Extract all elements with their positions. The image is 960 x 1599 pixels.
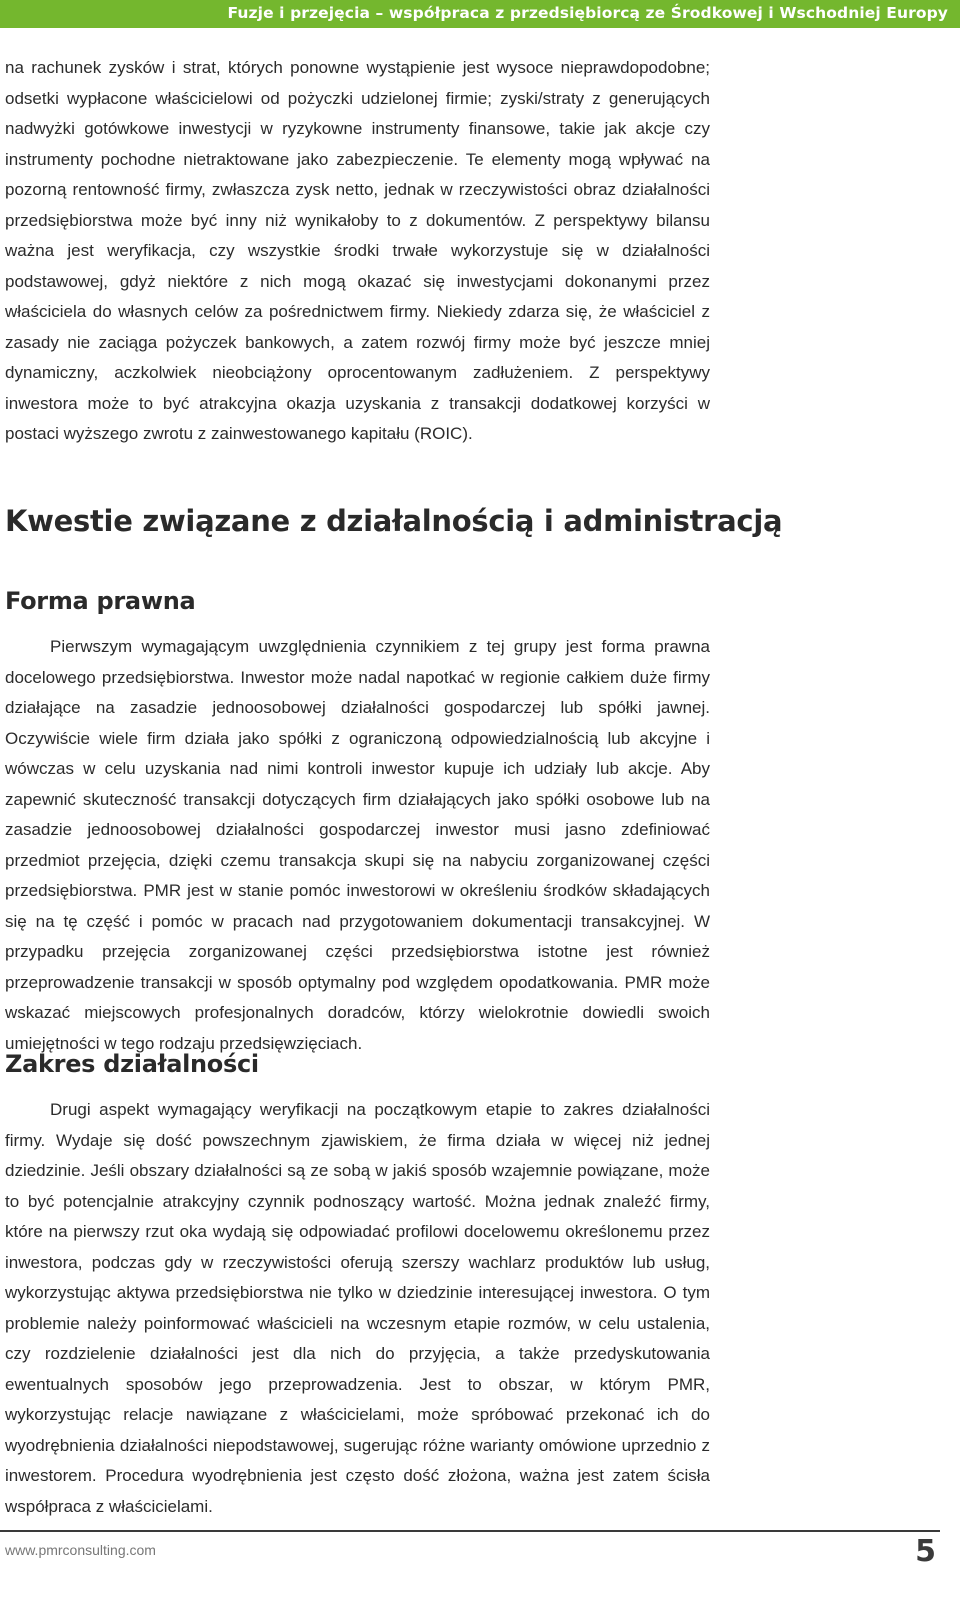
footer-divider bbox=[0, 1530, 940, 1532]
page-number: 5 bbox=[915, 1534, 936, 1569]
section-heading: Kwestie związane z działalnością i administracją bbox=[5, 504, 783, 538]
footer-url: www.pmrconsulting.com bbox=[5, 1542, 156, 1558]
intro-paragraph: na rachunek zysków i strat, których ponowne wystąpienie jest wysoce nieprawdopodobne; odsetki wypłacone właścicielowi od pożyczki udzielonej firmie; zyski/straty z generujących nadwyżki gotówkowe inwestycji w ryzykowne instrumenty finansowe, takie jak akcje czy instrumenty pochodne nietraktowane jako zabezpieczenie. Te elementy mogą wpływać na pozorną rentowność firmy, zwłaszcza zysk netto, jednak w rzeczywistości obraz działalności przedsiębiorstwa może być inny niż wynikałoby to z dokumentów. Z perspektywy bilansu ważna jest weryfikacja, czy wszystkie środki trwałe wykorzystuje się w działalności podstawowej, gdyż niektóre z nich mogą okazać się inwestycjami dokonanymi przez właściciela do własnych celów za pośrednictwem firmy. Niekiedy zdarza się, że właściciel z zasady nie zaciąga pożyczek bankowych, a zatem rozwój firmy może być jeszcze mniej dynamiczny, aczkolwiek nieobciążony oprocentowanym zadłużeniem. Z perspektywy inwestora może to być atrakcyjna okazja uzyskania z transakcji dodatkowej korzyści w postaci wyższego zwrotu z zainwestowanego kapitału (ROIC). bbox=[5, 58, 710, 443]
legal-form-paragraph: Pierwszym wymagającym uwzględnienia czynnikiem z tej grupy jest forma prawna docelowego przedsiębiorstwa. Inwestor może nadal napotkać w regionie całkiem duże firmy działające na zasadzie jednoosobowej działalności gospodarczej lub spółki jawnej. Oczywiście wiele firm działa jako spółki z ograniczoną odpowiedzialnością lub akcyjne i wówczas w celu uzyskania nad nimi kontroli inwestor kupuje ich udziały lub akcje. Aby zapewnić skuteczność transakcji dotyczących firm działających jako spółki osobowe lub na zasadzie jednoosobowej działalności gospodarczej inwestor musi jasno zdefiniować przedmiot przejęcia, dzięki czemu transakcja skupi się na nabyciu zorganizowanej części przedsiębiorstwa. PMR jest w stanie pomóc inwestorowi w określeniu środków składających się na tę część i pomóc w pracach nad przygotowaniem dokumentacji transakcyjnej. W przypadku przejęcia zorganizowanej części przedsiębiorstwa istotne jest również przeprowadzenie transakcji w sposób optymalny pod względem opodatkowania. PMR może wskazać miejscowych profesjonalnych doradców, którzy wielokrotnie dowiedli swoich umiejętności w tego rodzaju przedsięwzięciach. bbox=[5, 637, 710, 1053]
scope-paragraph: Drugi aspekt wymagający weryfikacji na początkowym etapie to zakres działalności firmy. Wydaje się dość powszechnym zjawiskiem, że firma działa w więcej niż jednej dziedzinie. Jeśli obszary działalności są ze sobą w jakiś sposób wzajemnie powiązane, może to być potencjalnie atrakcyjny czynnik podnoszący wartość. Można jednak znaleźć firmy, które na pierwszy rzut oka wydają się odpowiadać profilowi docelowemu określonemu przez inwestora, podczas gdy w rzeczywistości oferują szerszy wachlarz produktów lub usług, wykorzystując aktywa przedsiębiorstwa nie tylko w dziedzinie interesującej inwestora. O tym problemie należy poinformować właścicieli na wczesnym etapie rozmów, w celu ustalenia, czy rozdzielenie działalności jest dla nich do przyjęcia, a także przedyskutowania ewentualnych sposobów jego przeprowadzenia. Jest to obszar, w którym PMR, wykorzystując relacje nawiązane z właścicielami, może spróbować przekonać ich do wyodrębnienia działalności niepodstawowej, sugerując różne warianty omówione uprzednio z inwestorem. Procedura wyodrębnienia jest często dość złożona, ważna jest zatem ścisła współpraca z właścicielami. bbox=[5, 1100, 710, 1516]
scope-heading: Zakres działalności bbox=[5, 1050, 259, 1078]
legal-form-heading: Forma prawna bbox=[5, 587, 196, 615]
header-bar bbox=[0, 0, 960, 28]
running-header-title: Fuzje i przejęcia – współpraca z przedsiębiorcą ze Środkowej i Wschodniej Europy bbox=[227, 4, 948, 22]
